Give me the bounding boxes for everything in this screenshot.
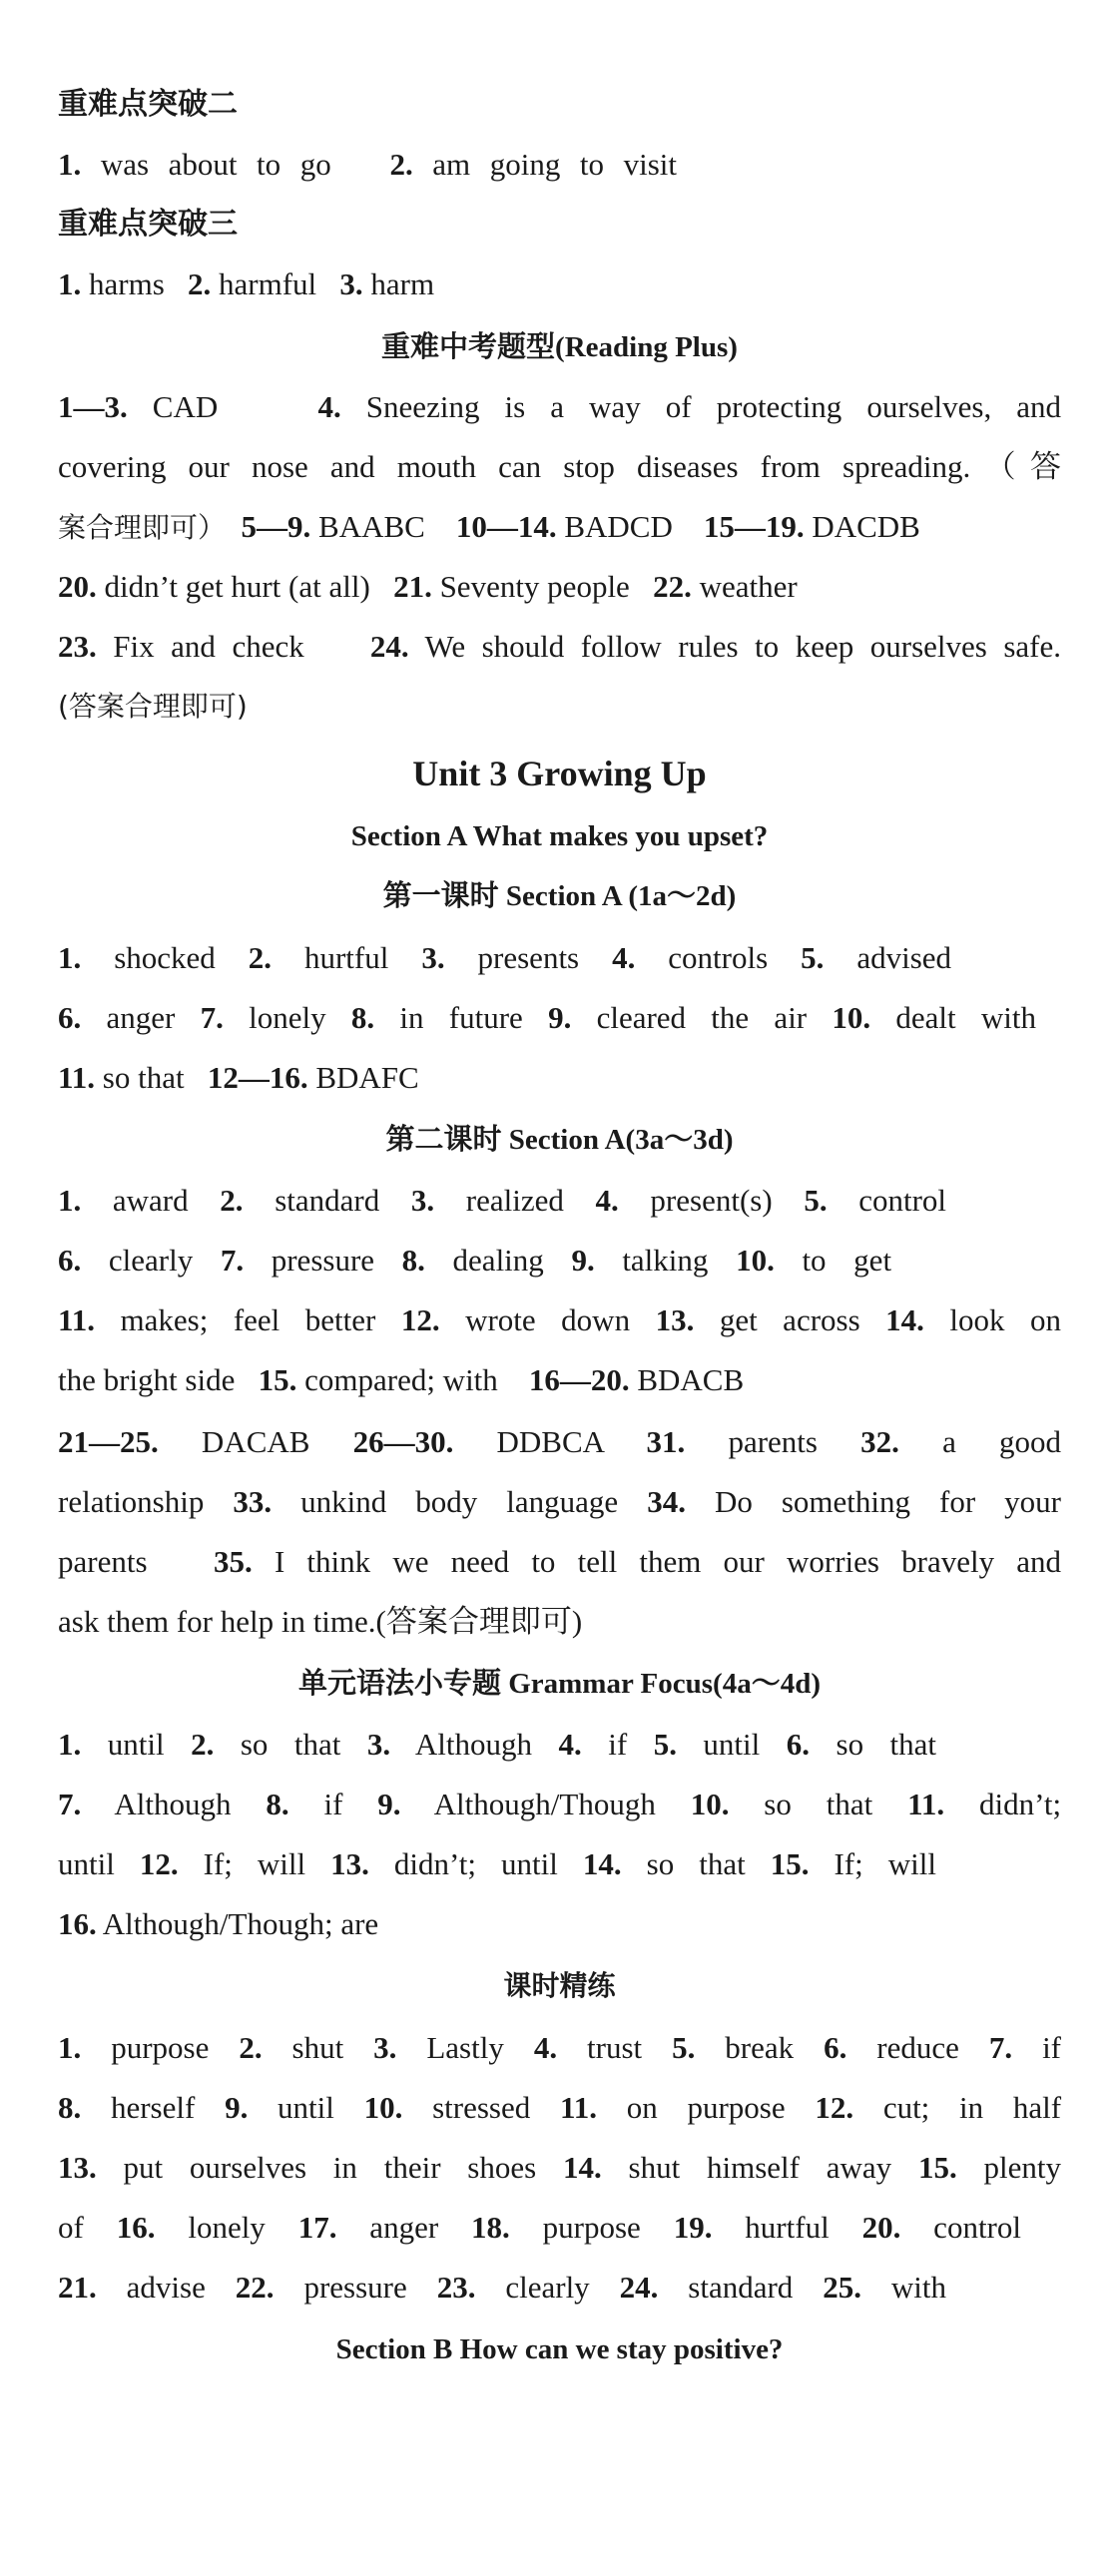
unit-title: Unit 3 Growing Up bbox=[412, 754, 707, 793]
answer-line: 案合理即可） 5—9. BAABC 10—14. BADCD 15—19. DACDB bbox=[58, 509, 920, 544]
section-b-title: Section B How can we stay positive? bbox=[335, 2333, 784, 2365]
answer-line: 6. anger 7. lonely 8. in future 9. cleared the air 10. dealt with bbox=[58, 1000, 1037, 1035]
answer-line: 20. didn’t get hurt (at all) 21. Seventy people 22. weather bbox=[58, 569, 798, 604]
answer-line: 23. Fix and check 24. We should follow rules to keep ourselves safe. bbox=[58, 629, 1062, 664]
answer-line: ask them for help in time.(答案合理即可) bbox=[58, 1604, 583, 1639]
answer-line: parents 35. I think we need to tell them our worries bravely and bbox=[58, 1544, 1062, 1579]
answer-line: the bright side 15. compared; with 16—20. BDACB bbox=[58, 1362, 745, 1397]
answer-line: 11. so that 12—16. BDAFC bbox=[58, 1060, 419, 1095]
answer-line: of 16. lonely 17. anger 18. purpose 19. hurtful 20. control bbox=[58, 2210, 1021, 2245]
answer-line: 1. purpose 2. shut 3. Lastly 4. trust 5. break 6. reduce 7. if bbox=[58, 2030, 1061, 2065]
grammar-focus-title: 单元语法小专题 Grammar Focus(4a～4d) bbox=[297, 1668, 822, 1700]
answer-line: 1. harms 2. harmful 3. harm bbox=[58, 266, 435, 301]
answer-line: 1. shocked 2. hurtful 3. presents 4. controls 5. advised bbox=[58, 940, 952, 975]
heading-reading-plus: 重难中考题型(Reading Plus) bbox=[381, 331, 738, 363]
answer-line: 21. advise 22. pressure 23. clearly 24. standard 25. with bbox=[58, 2270, 946, 2305]
answer-line: 16. Although/Though; are bbox=[58, 1906, 379, 1941]
answer-line: 1. was about to go 2. am going to visit bbox=[58, 147, 678, 182]
lesson-2-title: 第二课时 Section A(3a～3d) bbox=[385, 1124, 734, 1156]
answer-line: covering our nose and mouth can stop diseases from spreading.（答 bbox=[58, 449, 1061, 484]
heading-breakthrough-2: 重难点突破二 bbox=[58, 87, 238, 122]
answer-line: relationship 33. unkind body language 34. Do something for your bbox=[58, 1484, 1061, 1519]
answer-line: 1. until 2. so that 3. Although 4. if 5. until 6. so that bbox=[58, 1727, 937, 1762]
answer-line: 6. clearly 7. pressure 8. dealing 9. talking 10. to get bbox=[58, 1243, 892, 1278]
section-a-title: Section A What makes you upset? bbox=[350, 820, 769, 852]
heading-breakthrough-3: 重难点突破三 bbox=[58, 207, 238, 242]
answer-note: (答案合理即可) bbox=[58, 690, 248, 723]
practice-title: 课时精练 bbox=[503, 1969, 616, 2002]
answer-line: 21—25. DACAB 26—30. DDBCA 31. parents 32. a good bbox=[58, 1424, 1061, 1459]
lesson-1-title: 第一课时 Section A (1a～2d) bbox=[382, 880, 737, 912]
answer-line: until 12. If; will 13. didn’t; until 14. so that 15. If; will bbox=[58, 1846, 936, 1881]
answer-line: 7. Although 8. if 9. Although/Though 10. so that 11. didn’t; bbox=[58, 1787, 1062, 1821]
answer-line: 1. award 2. standard 3. realized 4. present(s) 5. control bbox=[58, 1183, 947, 1218]
answer-line: 1—3. CAD 4. Sneezing is a way of protecting ourselves, and bbox=[58, 389, 1062, 424]
answer-line: 11. makes; feel better 12. wrote down 13. get across 14. look on bbox=[58, 1302, 1062, 1337]
answer-line: 8. herself 9. until 10. stressed 11. on purpose 12. cut; in half bbox=[58, 2090, 1062, 2125]
answer-line: 13. put ourselves in their shoes 14. shut himself away 15. plenty bbox=[58, 2150, 1062, 2185]
